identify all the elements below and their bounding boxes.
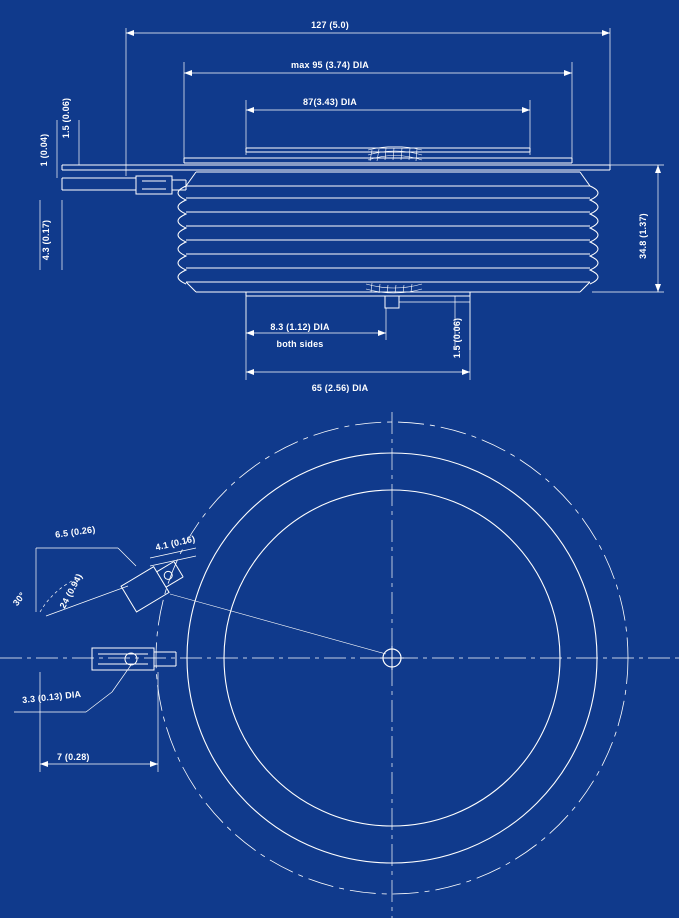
dim-stud-height: 1.5 (0.06) bbox=[452, 317, 462, 359]
dim-gate-terminal-width: 6.5 (0.26) bbox=[54, 524, 97, 540]
dim-pole-face-diameter: max 95 (3.74) DIA bbox=[291, 60, 369, 70]
dim-cathode-contact-note: both sides bbox=[276, 339, 324, 349]
dim-base-diameter: 65 (2.56) DIA bbox=[311, 383, 369, 393]
dim-cathode-contact-diameter: 8.3 (1.12) DIA bbox=[270, 322, 330, 332]
dim-overall-width: 127 (5.0) bbox=[311, 20, 349, 30]
dim-terminal-offset: 24 (0.94) bbox=[57, 571, 85, 611]
dim-contact-diameter: 87(3.43) DIA bbox=[303, 97, 357, 107]
dim-terminal-edge-distance: 7 (0.28) bbox=[57, 752, 90, 762]
dim-angle: 30° bbox=[10, 590, 28, 608]
dim-gate-lead-length: 1 (0.04) bbox=[39, 133, 49, 167]
dim-cathode-lead-width: 4.3 (0.17) bbox=[41, 219, 51, 261]
dim-gate-terminal-length: 4.1 (0.16) bbox=[154, 533, 197, 553]
dim-gate-lead-thickness: 1.5 (0.06) bbox=[61, 97, 71, 139]
dim-overall-height: 34.8 (1.37) bbox=[638, 213, 648, 259]
dim-cathode-terminal-diameter: 3.3 (0.13) DIA bbox=[21, 688, 82, 706]
